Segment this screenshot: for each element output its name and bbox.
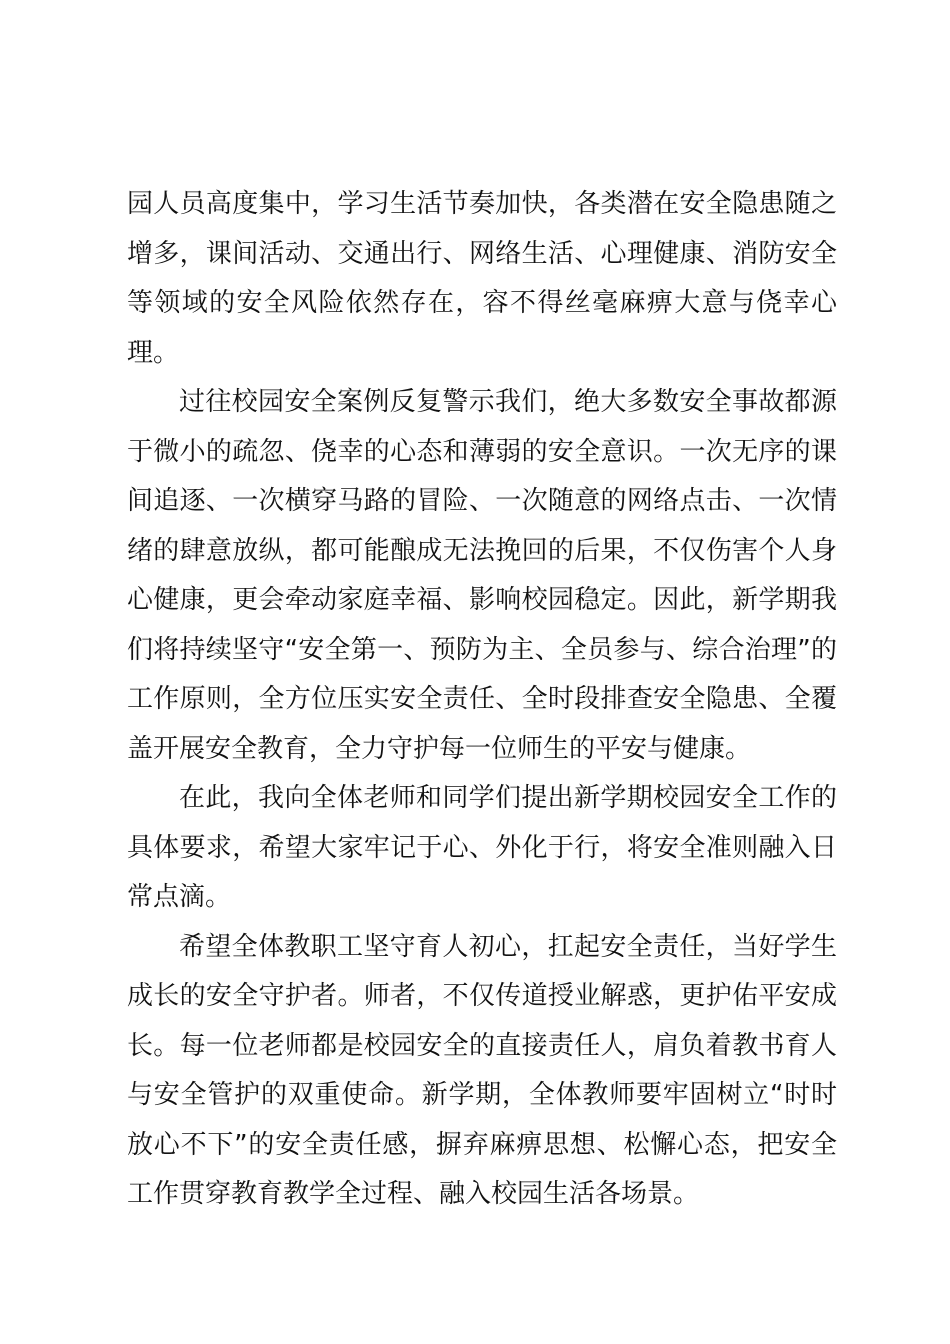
- paragraph-3: 在此，我向全体老师和同学们提出新学期校园安全工作的具体要求，希望大家牢记于心、外化于行，将安全准则融入日常点滴。: [127, 783, 837, 912]
- paragraph-4: 希望全体教职工坚守育人初心，扛起安全责任，当好学生成长的安全守护者。师者，不仅传道授业解惑，更护佑平安成长。每一位老师都是校园安全的直接责任人，肩负着教书育人与安全管护的双重使命。新学期，全体教师要牢固树立“时时放心不下”的安全责任感，摒弃麻痹思想、松懈心态，把安全工作贯穿教育教学全过程、融入校园生活各场景。: [127, 931, 837, 1209]
- document-body: [127, 180, 837, 1220]
- paragraph-2: 过往校园安全案例反复警示我们，绝大多数安全事故都源于微小的疏忽、侥幸的心态和薄弱的安全意识。一次无序的课间追逐、一次横穿马路的冒险、一次随意的网络点击、一次情绪的肆意放纵，都可能酿成无法挽回的后果，不仅伤害个人身心健康，更会牵动家庭幸福、影响校园稳定。因此，新学期我们将持续坚守“安全第一、预防为主、全员参与、综合治理”的工作原则，全方位压实安全责任、全时段排查安全隐患、全覆盖开展安全教育，全力守护每一位师生的平安与健康。: [127, 387, 837, 764]
- paragraph-1: 园人员高度集中，学习生活节奏加快，各类潜在安全隐患随之增多，课间活动、交通出行、网络生活、心理健康、消防安全等领域的安全风险依然存在，容不得丝毫麻痹大意与侥幸心理。: [127, 189, 837, 368]
